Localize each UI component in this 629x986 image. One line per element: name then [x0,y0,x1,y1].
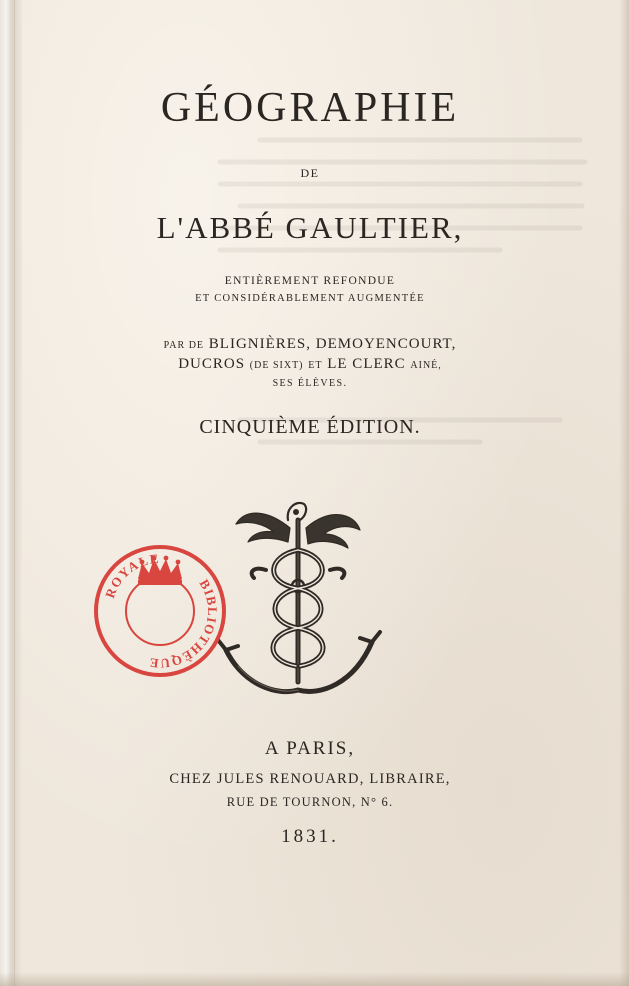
subtitle-line-2: ET CONSIDÉRABLEMENT AUGMENTÉE [195,293,425,304]
contributors-par: PAR DE [163,340,205,351]
imprint-place: A PARIS, [264,738,356,759]
contributors-line-1 [30,336,590,353]
edition-statement: CINQUIÈME ÉDITION. [199,416,421,438]
contributor-ducros-origin: (DE SIXT) [249,360,304,371]
spine-fold-line [14,0,15,986]
contributors-line-2 [30,356,590,373]
author-name: L'ABBÉ GAULTIER, [156,210,464,245]
svg-text:BIBLIOTHÈQUE [148,577,220,672]
contributor-le-clerc-suffix: AINÉ, [410,360,442,371]
imprint-year: 1831. [281,826,339,847]
contributors-et: ET [308,360,323,371]
stamp-text-right: BIBLIOTHÈQUE [147,576,221,672]
contributors-names-1: BLIGNIÈRES, DEMOYENCOURT, [208,336,457,352]
imprint-address: RUE DE TOURNON, N° 6. [226,795,394,809]
stamp-text-left: ROYALE [102,550,161,601]
contributors-line-3: SES ÉLÈVES. [272,378,348,389]
contributor-le-clerc: LE CLERC [327,356,406,372]
page-edge-right [619,0,629,986]
contributor-ducros: DUCROS [178,356,246,372]
book-spine [0,0,22,986]
title-connector: DE [300,166,320,180]
caduceus-anchor-icon [208,490,388,710]
page-edge-bottom [0,972,629,986]
imprint-publisher: CHEZ JULES RENOUARD, LIBRAIRE, [169,771,451,787]
library-stamp [92,543,228,679]
subtitle-line-1: ENTIÈREMENT REFONDUE [224,275,396,287]
book-title: GÉOGRAPHIE [160,85,460,131]
